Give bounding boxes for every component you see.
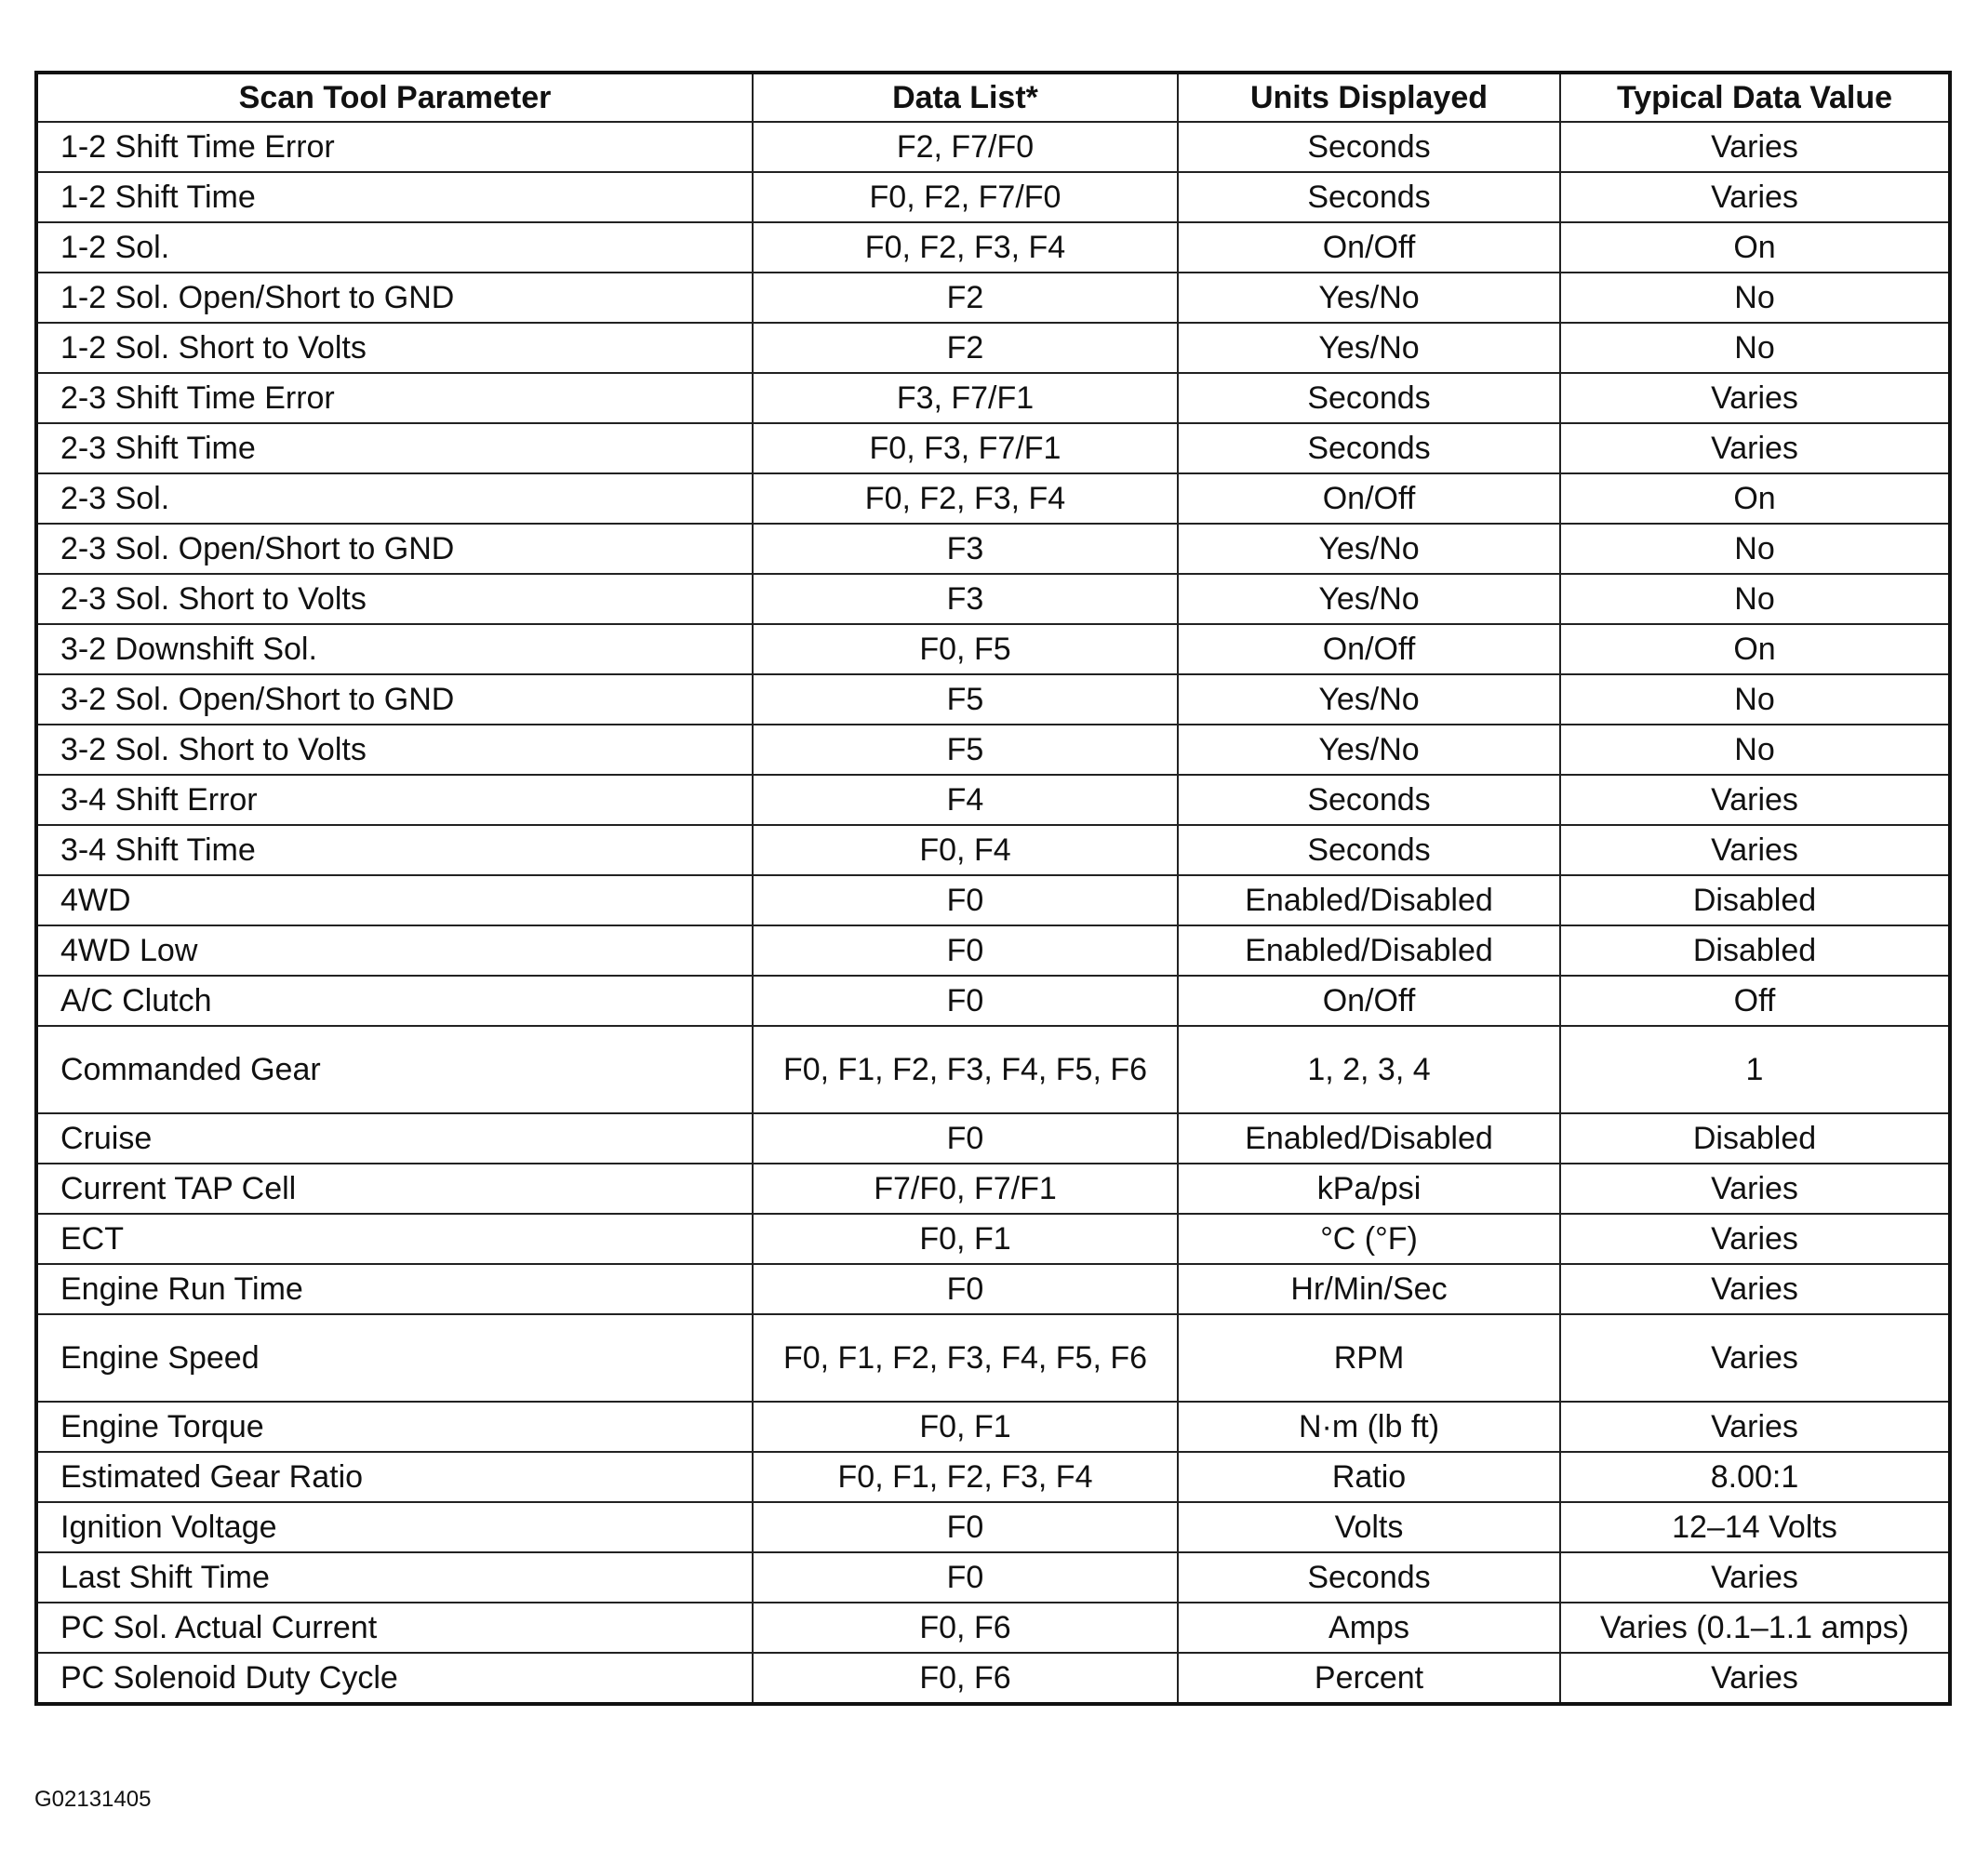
data-list-cell: F3	[753, 524, 1178, 574]
data-list-cell: F0	[753, 1552, 1178, 1603]
parameter-cell: PC Sol. Actual Current	[36, 1603, 753, 1653]
parameter-cell: 1-2 Shift Time Error	[36, 122, 753, 172]
typical-value-cell: On	[1560, 473, 1950, 524]
table-row	[36, 574, 1950, 624]
units-cell: On/Off	[1178, 976, 1560, 1026]
parameter-cell: Ignition Voltage	[36, 1502, 753, 1552]
parameter-cell: 2-3 Sol. Short to Volts	[36, 574, 753, 624]
data-list-cell: F0	[753, 1113, 1178, 1164]
typical-value-cell: On	[1560, 222, 1950, 273]
typical-value-cell: Varies	[1560, 1164, 1950, 1214]
data-list-cell: F0, F1	[753, 1214, 1178, 1264]
data-list-cell: F0	[753, 1264, 1178, 1314]
typical-value-cell: Varies	[1560, 1402, 1950, 1452]
table-body	[36, 122, 1950, 1704]
parameter-cell: Engine Torque	[36, 1402, 753, 1452]
units-cell: RPM	[1178, 1314, 1560, 1402]
parameter-cell: Last Shift Time	[36, 1552, 753, 1603]
table-row	[36, 473, 1950, 524]
units-cell: Hr/Min/Sec	[1178, 1264, 1560, 1314]
column-header: Typical Data Value	[1560, 73, 1950, 122]
parameter-cell: 3-4 Shift Error	[36, 775, 753, 825]
data-list-cell: F0, F6	[753, 1603, 1178, 1653]
table-row	[36, 1502, 1950, 1552]
table-row	[36, 825, 1950, 875]
data-list-cell: F0, F5	[753, 624, 1178, 674]
data-list-cell: F5	[753, 674, 1178, 725]
table-row	[36, 273, 1950, 323]
data-list-cell: F0, F1, F2, F3, F4	[753, 1452, 1178, 1502]
parameter-cell: 4WD	[36, 875, 753, 925]
typical-value-cell: Disabled	[1560, 1113, 1950, 1164]
data-list-cell: F0, F2, F3, F4	[753, 473, 1178, 524]
table-row	[36, 674, 1950, 725]
table-row	[36, 423, 1950, 473]
typical-value-cell: Varies	[1560, 1653, 1950, 1704]
typical-value-cell: Disabled	[1560, 925, 1950, 976]
typical-value-cell: Varies (0.1–1.1 amps)	[1560, 1603, 1950, 1653]
units-cell: 1, 2, 3, 4	[1178, 1026, 1560, 1113]
table-row	[36, 222, 1950, 273]
parameter-cell: 3-2 Sol. Short to Volts	[36, 725, 753, 775]
typical-value-cell: Varies	[1560, 423, 1950, 473]
data-list-cell: F0, F4	[753, 825, 1178, 875]
parameter-cell: 1-2 Sol.	[36, 222, 753, 273]
units-cell: On/Off	[1178, 473, 1560, 524]
typical-value-cell: 12–14 Volts	[1560, 1502, 1950, 1552]
typical-value-cell: Varies	[1560, 1214, 1950, 1264]
units-cell: Amps	[1178, 1603, 1560, 1653]
parameter-cell: 2-3 Sol.	[36, 473, 753, 524]
data-list-cell: F4	[753, 775, 1178, 825]
parameter-cell: 2-3 Shift Time	[36, 423, 753, 473]
parameter-cell: 1-2 Shift Time	[36, 172, 753, 222]
parameter-cell: Commanded Gear	[36, 1026, 753, 1113]
units-cell: Ratio	[1178, 1452, 1560, 1502]
data-list-cell: F7/F0, F7/F1	[753, 1164, 1178, 1214]
typical-value-cell: Varies	[1560, 775, 1950, 825]
data-list-cell: F3	[753, 574, 1178, 624]
column-header: Scan Tool Parameter	[36, 73, 753, 122]
table-row	[36, 122, 1950, 172]
data-list-cell: F3, F7/F1	[753, 373, 1178, 423]
data-list-cell: F0	[753, 875, 1178, 925]
table-row	[36, 524, 1950, 574]
table-row	[36, 1452, 1950, 1502]
units-cell: Seconds	[1178, 122, 1560, 172]
units-cell: Enabled/Disabled	[1178, 925, 1560, 976]
data-list-cell: F2, F7/F0	[753, 122, 1178, 172]
table-row	[36, 373, 1950, 423]
table-row	[36, 1214, 1950, 1264]
figure-code: G02131405	[34, 1787, 152, 1812]
data-list-cell: F0, F1, F2, F3, F4, F5, F6	[753, 1026, 1178, 1113]
parameter-cell: 3-4 Shift Time	[36, 825, 753, 875]
typical-value-cell: Varies	[1560, 1552, 1950, 1603]
units-cell: kPa/psi	[1178, 1164, 1560, 1214]
typical-value-cell: Varies	[1560, 172, 1950, 222]
data-list-cell: F5	[753, 725, 1178, 775]
data-list-cell: F0, F2, F3, F4	[753, 222, 1178, 273]
units-cell: Volts	[1178, 1502, 1560, 1552]
data-list-cell: F0	[753, 976, 1178, 1026]
typical-value-cell: Off	[1560, 976, 1950, 1026]
table-row	[36, 976, 1950, 1026]
table-row	[36, 875, 1950, 925]
typical-value-cell: No	[1560, 524, 1950, 574]
table-row	[36, 1113, 1950, 1164]
parameter-cell: Estimated Gear Ratio	[36, 1452, 753, 1502]
scan-tool-data-table	[34, 71, 1952, 1706]
table-row	[36, 1314, 1950, 1402]
units-cell: Yes/No	[1178, 323, 1560, 373]
parameter-cell: 3-2 Sol. Open/Short to GND	[36, 674, 753, 725]
parameter-cell: Cruise	[36, 1113, 753, 1164]
units-cell: Seconds	[1178, 373, 1560, 423]
table-row	[36, 1026, 1950, 1113]
parameter-cell: Current TAP Cell	[36, 1164, 753, 1214]
table-row	[36, 925, 1950, 976]
units-cell: On/Off	[1178, 222, 1560, 273]
typical-value-cell: No	[1560, 574, 1950, 624]
typical-value-cell: On	[1560, 624, 1950, 674]
parameter-cell: 4WD Low	[36, 925, 753, 976]
units-cell: On/Off	[1178, 624, 1560, 674]
units-cell: Percent	[1178, 1653, 1560, 1704]
typical-value-cell: Disabled	[1560, 875, 1950, 925]
data-list-cell: F0, F3, F7/F1	[753, 423, 1178, 473]
parameter-cell: Engine Speed	[36, 1314, 753, 1402]
data-list-cell: F0	[753, 925, 1178, 976]
table-row	[36, 1552, 1950, 1603]
typical-value-cell: No	[1560, 725, 1950, 775]
data-list-cell: F2	[753, 323, 1178, 373]
parameter-cell: A/C Clutch	[36, 976, 753, 1026]
table-row	[36, 1164, 1950, 1214]
typical-value-cell: No	[1560, 323, 1950, 373]
table-row	[36, 725, 1950, 775]
parameter-cell: ECT	[36, 1214, 753, 1264]
typical-value-cell: 1	[1560, 1026, 1950, 1113]
units-cell: Yes/No	[1178, 273, 1560, 323]
typical-value-cell: Varies	[1560, 825, 1950, 875]
typical-value-cell: Varies	[1560, 373, 1950, 423]
units-cell: Enabled/Disabled	[1178, 1113, 1560, 1164]
parameter-cell: 3-2 Downshift Sol.	[36, 624, 753, 674]
table-row	[36, 172, 1950, 222]
parameter-cell: 2-3 Sol. Open/Short to GND	[36, 524, 753, 574]
table-row	[36, 1653, 1950, 1704]
header-row	[36, 73, 1950, 122]
data-list-cell: F0	[753, 1502, 1178, 1552]
table-row	[36, 1402, 1950, 1452]
parameter-cell: 1-2 Sol. Short to Volts	[36, 323, 753, 373]
units-cell: Yes/No	[1178, 574, 1560, 624]
data-list-cell: F2	[753, 273, 1178, 323]
typical-value-cell: No	[1560, 674, 1950, 725]
parameter-cell: 1-2 Sol. Open/Short to GND	[36, 273, 753, 323]
units-cell: N·m (lb ft)	[1178, 1402, 1560, 1452]
parameter-cell: Engine Run Time	[36, 1264, 753, 1314]
units-cell: Seconds	[1178, 1552, 1560, 1603]
table-row	[36, 1264, 1950, 1314]
units-cell: Yes/No	[1178, 524, 1560, 574]
typical-value-cell: Varies	[1560, 1264, 1950, 1314]
typical-value-cell: Varies	[1560, 1314, 1950, 1402]
units-cell: Seconds	[1178, 825, 1560, 875]
parameter-cell: 2-3 Shift Time Error	[36, 373, 753, 423]
units-cell: Seconds	[1178, 775, 1560, 825]
data-list-cell: F0, F2, F7/F0	[753, 172, 1178, 222]
units-cell: Yes/No	[1178, 674, 1560, 725]
data-list-cell: F0, F6	[753, 1653, 1178, 1704]
units-cell: Yes/No	[1178, 725, 1560, 775]
table-row	[36, 323, 1950, 373]
data-list-cell: F0, F1, F2, F3, F4, F5, F6	[753, 1314, 1178, 1402]
table-row	[36, 624, 1950, 674]
column-header: Units Displayed	[1178, 73, 1560, 122]
column-header: Data List*	[753, 73, 1178, 122]
typical-value-cell: Varies	[1560, 122, 1950, 172]
table-row	[36, 775, 1950, 825]
units-cell: °C (°F)	[1178, 1214, 1560, 1264]
units-cell: Seconds	[1178, 423, 1560, 473]
parameter-cell: PC Solenoid Duty Cycle	[36, 1653, 753, 1704]
typical-value-cell: 8.00:1	[1560, 1452, 1950, 1502]
data-list-cell: F0, F1	[753, 1402, 1178, 1452]
units-cell: Enabled/Disabled	[1178, 875, 1560, 925]
units-cell: Seconds	[1178, 172, 1560, 222]
table-row	[36, 1603, 1950, 1653]
typical-value-cell: No	[1560, 273, 1950, 323]
